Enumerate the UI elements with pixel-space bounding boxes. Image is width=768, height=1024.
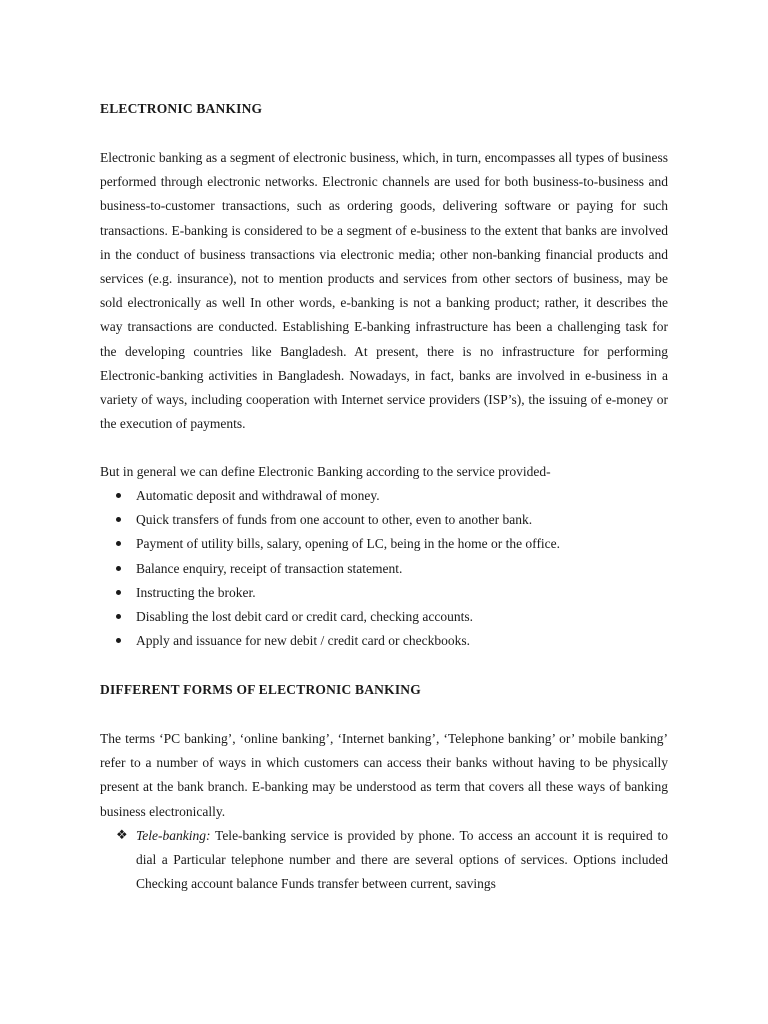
list-item-text: Quick transfers of funds from one account to other, even to another bank.	[136, 512, 533, 528]
list-item	[100, 605, 668, 629]
bullet-dot-icon	[116, 493, 121, 498]
bullet-dot-icon	[116, 541, 121, 546]
bullet-dot-icon	[116, 638, 121, 643]
bullet-dot-icon	[116, 566, 121, 571]
bullet-dot-icon	[116, 517, 121, 522]
list-item	[100, 557, 668, 581]
section-heading-electronic-banking: ELECTRONIC BANKING	[100, 101, 263, 116]
tele-banking-term: Tele-banking:	[136, 828, 211, 843]
list-item-text: Disabling the lost debit card or credit card, checking accounts.	[136, 609, 474, 625]
list-item-text: Instructing the broker.	[136, 584, 256, 600]
tele-banking-item	[100, 824, 668, 897]
bullet-dot-icon	[116, 590, 121, 595]
list-item-text: Apply and issuance for new debit / credit card or checkbooks.	[136, 633, 471, 649]
list-item	[100, 629, 668, 653]
bullet-dot-icon	[116, 614, 121, 619]
list-item	[100, 532, 668, 556]
list-item	[100, 581, 668, 605]
section-heading-forms-of-e-banking: DIFFERENT FORMS OF ELECTRONIC BANKING	[100, 682, 421, 697]
list-item-text: Payment of utility bills, salary, opening of LC, being in the home or the office.	[136, 536, 561, 552]
list-item	[100, 508, 668, 532]
diamond-bullet-icon: ❖	[116, 828, 128, 843]
list-item	[100, 484, 668, 508]
intro-paragraph: Electronic banking as a segment of electronic business, which, in turn, encompasses all types of business performed through electronic networks. Electronic channels are used for both business-to-business and business-to-customer transactions, such as ordering goods, delivering software or paying for such transactions. E-banking is considered to be a segment of e-business to the extent that banks are involved in the conduct of business transactions via electronic media; other non-banking financial products and services (e.g. insurance), not to mention products and services from other sectors of business, may be sold electronically as well In other words, e-banking is not a banking product; rather, it describes the way transactions are conducted. Establishing E-banking infrastructure has been a challenging task for the developing countries like Bangladesh. At present, there is no infrastructure for performing Electronic-banking activities in Bangladesh. Nowadays, in fact, banks are involved in e-business in a variety of ways, including cooperation with Internet service providers (ISP’s), the issuing of e-money or the execution of payments.	[100, 150, 668, 432]
tele-banking-description: Tele-banking service is provided by phone. To access an account it is required to dial a Particular telephone number and there are several options of services. Options included Checking account balance Funds transfer between current, savings	[136, 828, 668, 892]
list-item-text: Balance enquiry, receipt of transaction statement.	[136, 560, 403, 576]
tele-banking-text	[136, 824, 668, 897]
forms-intro-paragraph: The terms ‘PC banking’, ‘online banking’, ‘Internet banking’, ‘Telephone banking’ or’ mobile banking’ refer to a number of ways in which customers can access their banks without having to be physically present at the bank branch. E-banking may be understood as term that covers all these ways of banking business electronically.	[100, 731, 668, 819]
services-bullet-list	[100, 484, 668, 653]
list-item-text: Automatic deposit and withdrawal of money.	[136, 488, 380, 503]
services-lead-sentence: But in general we can define Electronic Banking according to the service provided-	[100, 464, 551, 479]
